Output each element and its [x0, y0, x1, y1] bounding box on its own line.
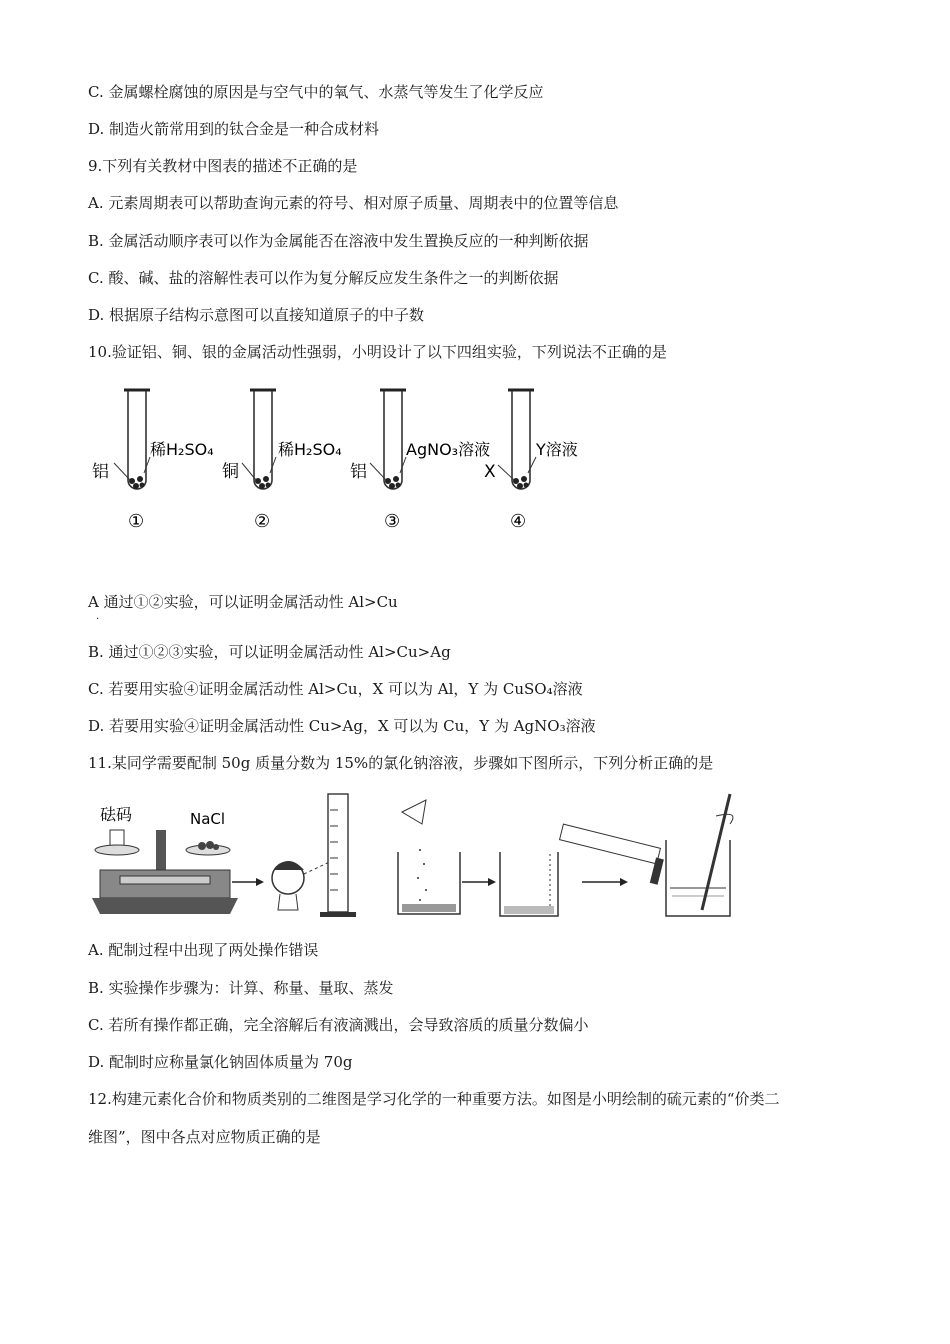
beaker-stirring: [666, 794, 733, 916]
q12-stem-line-2: 维图”，图中各点对应物质正确的是: [88, 1128, 321, 1146]
test-tube-4: [484, 390, 578, 532]
student-reading-cylinder: [272, 794, 356, 917]
test-tube-2: [222, 390, 342, 532]
tube-3-number: ③: [384, 511, 401, 532]
q9-option-b: B. 金属活动顺序表可以作为金属能否在溶液中发生置换反应的一种判断依据: [88, 232, 589, 250]
q11-option-c: C. 若所有操作都正确，完全溶解后有液滴溅出，会导致溶质的质量分数偏小: [88, 1016, 589, 1034]
tube-2-solution: 稀H₂SO₄: [278, 440, 342, 459]
tube-4-metal: X: [484, 462, 496, 482]
tube-3-metal: 铝: [350, 462, 367, 482]
weight-label: 砝码: [100, 805, 133, 824]
q10-option-b: B. 通过①②③实验，可以证明金属活动性 Al>Cu>Ag: [88, 643, 451, 661]
q10-option-a: A 通过①②实验，可以证明金属活动性 Al>Cu: [88, 593, 398, 611]
tube-1-metal: 铝: [92, 462, 109, 482]
beaker-pouring-water: [500, 824, 664, 916]
tube-1-solution: 稀H₂SO₄: [150, 440, 214, 459]
tube-2-number: ②: [254, 511, 271, 532]
stray-dot: ·: [96, 614, 100, 625]
q11-procedure-figure: [90, 790, 770, 925]
test-tube-3: [350, 390, 490, 532]
q9-option-d: D. 根据原子结构示意图可以直接知道原子的中子数: [88, 306, 425, 324]
q10-option-d: D. 若要用实验④证明金属活动性 Cu>Ag，X 可以为 Cu，Y 为 AgNO₃溶液: [88, 717, 596, 735]
beaker-adding-salt: [398, 800, 460, 914]
q9-option-c: C. 酸、碱、盐的溶解性表可以作为复分解反应发生条件之一的判断依据: [88, 269, 559, 287]
nacl-label: NaCl: [190, 810, 226, 828]
q8-option-c: C. 金属螺栓腐蚀的原因是与空气中的氧气、水蒸气等发生了化学反应: [88, 83, 544, 101]
q12-stem-line-1: 12.构建元素化合价和物质类别的二维图是学习化学的一种重要方法。如图是小明绘制的硫元素的“价类二: [88, 1090, 780, 1108]
balance-scale: [92, 805, 238, 914]
tube-2-metal: 铜: [222, 462, 239, 482]
tube-3-solution: AgNO₃溶液: [406, 440, 491, 459]
q10-test-tube-figure: [90, 385, 610, 535]
test-tube-1: [92, 390, 214, 532]
tube-4-number: ④: [510, 511, 527, 532]
q10-stem: 10.验证铝、铜、银的金属活动性强弱，小明设计了以下四组实验，下列说法不正确的是: [88, 343, 667, 361]
q8-option-d: D. 制造火箭常用到的钛合金是一种合成材料: [88, 120, 380, 138]
q11-option-b: B. 实验操作步骤为：计算、称量、量取、蒸发: [88, 979, 394, 997]
q9-stem: 9.下列有关教材中图表的描述不正确的是: [88, 157, 358, 175]
q10-option-c: C. 若要用实验④证明金属活动性 Al>Cu，X 可以为 Al，Y 为 CuSO₄溶液: [88, 680, 583, 698]
tube-4-solution: Y溶液: [536, 440, 578, 459]
tube-1-number: ①: [128, 511, 145, 532]
q11-option-a: A. 配制过程中出现了两处操作错误: [88, 941, 319, 959]
q11-stem: 11.某同学需要配制 50g 质量分数为 15%的氯化钠溶液，步骤如下图所示，下列分析正确的是: [88, 754, 714, 772]
q11-option-d: D. 配制时应称量氯化钠固体质量为 70g: [88, 1053, 353, 1071]
q9-option-a: A. 元素周期表可以帮助查询元素的符号、相对原子质量、周期表中的位置等信息: [88, 194, 619, 212]
